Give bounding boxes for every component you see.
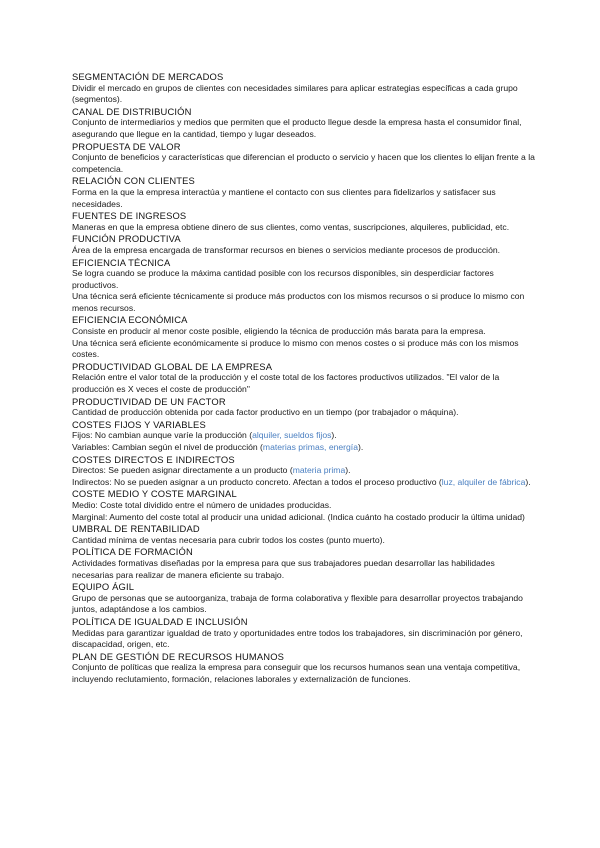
section-paragraph [72, 512, 536, 524]
section-paragraph [72, 535, 536, 547]
paragraph-text: Medio: Coste total dividido entre el número de unidades producidas. [72, 499, 332, 510]
paragraph-text: ). [331, 430, 337, 441]
section-paragraph [72, 291, 536, 314]
section-productividad-global-de-la-empresa [72, 361, 536, 396]
highlighted-example: luz, alquiler de fábrica [441, 476, 526, 487]
paragraph-text: Forma en la que la empresa interactúa y mantiene el contacto con sus clientes para fidelizarlos y satisfacer sus necesidades. [72, 186, 496, 209]
section-paragraph [72, 268, 536, 291]
paragraph-text: Medidas para garantizar igualdad de trato y oportunidades entre todos los trabajadores, sin discriminación por género, discapacidad, origen, etc. [72, 627, 523, 650]
section-heading: EFICIENCIA TÉCNICA [72, 256, 171, 268]
section-equipo-agil [72, 581, 536, 616]
section-paragraph [72, 83, 536, 106]
section-funcion-productiva [72, 233, 536, 256]
section-relacion-con-clientes [72, 175, 536, 210]
section-politica-de-formacion [72, 546, 536, 581]
section-paragraph [72, 222, 536, 234]
paragraph-text: Maneras en que la empresa obtiene dinero de sus clientes, como ventas, suscripciones, alquileres, publicidad, etc. [72, 221, 510, 232]
section-canal-de-distribucion [72, 106, 536, 141]
section-heading: PROPUESTA DE VALOR [72, 140, 181, 152]
section-paragraph [72, 245, 536, 257]
section-eficiencia-economica [72, 314, 536, 360]
section-paragraph [72, 338, 536, 361]
paragraph-text: Conjunto de beneficios y características que diferencian el producto o servicio y hacen que los clientes lo elijan frente a la competencia. [72, 152, 535, 174]
paragraph-text: Dividir el mercado en grupos de clientes con necesidades similares para aplicar estrategias específicas a cada grupo (segmentos). [72, 82, 518, 105]
section-heading: CANAL DE DISTRIBUCIÓN [72, 105, 192, 117]
paragraph-text: Conjunto de intermediarios y medios que permiten que el producto llegue desde la empresa hasta el consumidor final, asegurando que llegue en la cantidad, tiempo y lugar deseados. [72, 117, 522, 139]
paragraph-text: Variables: Cambian según el nivel de producción ( [72, 442, 263, 452]
section-productividad-de-un-factor [72, 396, 536, 419]
paragraph-text: Marginal: Aumento del coste total al producir una unidad adicional. (Indica cuánto ha costado producir la última unidad) [72, 511, 525, 522]
section-paragraph [72, 442, 536, 454]
section-plan-de-gestion-de-recursos-humanos [72, 651, 536, 686]
section-paragraph [72, 477, 536, 489]
section-heading: COSTES FIJOS Y VARIABLES [72, 418, 206, 430]
highlighted-example: alquiler, sueldos fijos [252, 430, 332, 441]
section-heading: FUENTES DE INGRESOS [72, 210, 187, 222]
section-costes-directos-e-indirectos [72, 454, 536, 489]
section-paragraph [72, 593, 536, 616]
section-fuentes-de-ingresos [72, 210, 536, 233]
section-paragraph [72, 558, 536, 581]
section-heading: UMBRAL DE RENTABILIDAD [72, 523, 200, 535]
paragraph-text: Indirectos: No se pueden asignar a un producto concreto. Afectan a todos el proceso productivo ( [72, 476, 442, 487]
paragraph-text: Actividades formativas diseñadas por la empresa para que sus trabajadores puedan desarrollar las habilidades necesarias para realizar de manera eficiente su trabajo. [72, 557, 495, 580]
paragraph-text: Conjunto de políticas que realiza la empresa para conseguir que los recursos humanos sean una ventaja competitiva, incluyendo reclutamiento, formación, relaciones laborales y externalización de funciones. [72, 662, 521, 684]
section-segmentacion-de-mercados [72, 71, 536, 106]
paragraph-text: Fijos: No cambian aunque varíe la producción ( [72, 430, 253, 441]
paragraph-text: Una técnica será eficiente económicamente si produce lo mismo con menos costes o si produce más con los mismos costes. [72, 337, 519, 360]
paragraph-text: Se logra cuando se produce la máxima cantidad posible con los recursos disponibles, sin desperdiciar factores productivos. [72, 268, 494, 290]
section-costes-fijos-y-variables [72, 419, 536, 454]
section-coste-medio-y-coste-marginal [72, 488, 536, 523]
section-heading: PRODUCTIVIDAD GLOBAL DE LA EMPRESA [72, 360, 273, 372]
section-paragraph [72, 326, 536, 338]
section-heading: COSTES DIRECTOS E INDIRECTOS [72, 453, 235, 465]
paragraph-text: Área de la empresa encargada de transformar recursos en bienes o servicios mediante procesos de producción. [72, 244, 501, 255]
section-umbral-de-rentabilidad [72, 523, 536, 546]
section-heading: RELACIÓN CON CLIENTES [72, 175, 195, 187]
section-paragraph [72, 117, 536, 140]
highlighted-example: materias primas, energía [262, 442, 358, 452]
section-eficiencia-tecnica [72, 257, 536, 315]
paragraph-text: Consiste en producir al menor coste posible, eligiendo la técnica de producción más barata para la empresa. [72, 326, 486, 337]
paragraph-text: Grupo de personas que se autoorganiza, trabaja de forma colaborativa y flexible para desarrollar proyectos trabajando juntos, adaptándose a los cambios. [72, 592, 523, 615]
section-paragraph [72, 187, 536, 210]
section-paragraph [72, 465, 536, 477]
section-heading: EQUIPO ÁGIL [72, 581, 135, 593]
section-heading: SEGMENTACIÓN DE MERCADOS [72, 71, 224, 82]
paragraph-text: Directos: Se pueden asignar directamente a un producto ( [72, 465, 293, 476]
section-heading: PLAN DE GESTIÓN DE RECURSOS HUMANOS [72, 650, 285, 662]
section-heading: POLÍTICA DE IGUALDAD E INCLUSIÓN [72, 615, 248, 627]
section-paragraph [72, 372, 536, 395]
section-heading: POLÍTICA DE FORMACIÓN [72, 546, 193, 558]
section-propuesta-de-valor [72, 141, 536, 176]
paragraph-text: ). [357, 442, 364, 452]
section-paragraph [72, 430, 536, 442]
section-heading: PRODUCTIVIDAD DE UN FACTOR [72, 395, 226, 407]
paragraph-text: Cantidad de producción obtenida por cada factor productivo en un tiempo (por trabajador o máquina). [72, 407, 459, 418]
paragraph-text: Relación entre el valor total de la producción y el coste total de los factores productivos utilizados. "El valor de la producción es X veces el coste de producción" [72, 372, 500, 395]
paragraph-text: ). [345, 465, 351, 476]
section-heading: EFICIENCIA ECONÓMICA [72, 314, 188, 326]
paragraph-text: Cantidad mínima de ventas necesaria para cubrir todos los costes (punto muerto). [72, 534, 385, 545]
section-paragraph [72, 407, 536, 419]
paragraph-text: ). [525, 476, 531, 487]
paragraph-text: Una técnica será eficiente técnicamente si produce más productos con los mismos recursos o si produce lo mismo con menos recursos. [72, 291, 525, 313]
section-heading: COSTE MEDIO Y COSTE MARGINAL [72, 488, 237, 500]
section-paragraph [72, 662, 536, 685]
section-paragraph [72, 500, 536, 512]
section-politica-de-igualdad-e-inclusion [72, 616, 536, 651]
highlighted-example: materia prima [292, 465, 346, 476]
section-paragraph [72, 152, 536, 175]
section-heading: FUNCIÓN PRODUCTIVA [72, 233, 181, 245]
section-paragraph [72, 628, 536, 651]
